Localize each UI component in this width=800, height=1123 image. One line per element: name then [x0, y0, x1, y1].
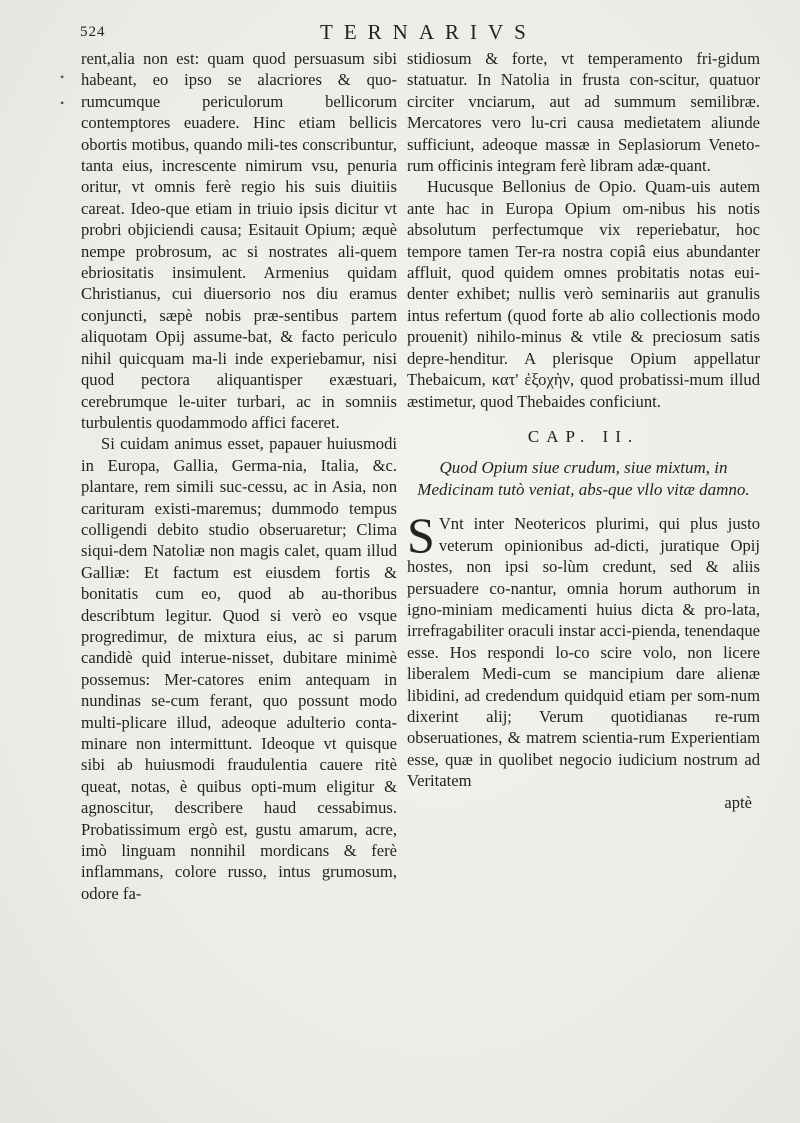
running-head: [80, 20, 770, 48]
paragraph: [407, 507, 760, 791]
margin-mark: •: [60, 96, 65, 110]
catchword: aptè: [724, 792, 752, 812]
page-number: 524: [80, 24, 106, 40]
right-column: [407, 48, 760, 813]
paragraph: rent,alia non est: quam quod persuasum sibi habeant, eo ipso se alacriores & quo-rumcumque periculorum bellicorum contemptores euadere. Hinc etiam bellicis obortis motibus, quando mili-tes conscribuntur, tanta eius, increscente nimirum vsu, penuria oritur, vt omnis ferè regio his suis diuitiis careat. Ideo-que etiam in triuio ipsis dicitur vt probri objiciendi causa; Esitauit Opium; æquè nempe probrosum, ac si nostrates ali-quem ebriositatis insimulent. Armenius quidam Christianus, cui diuersorio nos diu eramus conjuncti, sæpè nobis præ-sentibus partem aliquotam Opij assume-bat, & facto periculo nihil quicquam ma-li inde experiebamur, nisi quod pectora aliquantisper exæstuari, cerebrumque le-uiter turbari, ac in somniis turbulentis quodammodo affici faceret.: [81, 49, 397, 432]
chapter-title: Quod Opium siue crudum, siue mixtum, in Medicinam tutò veniat, abs-que vllo vitæ damno.: [417, 458, 750, 500]
drop-capital: S: [407, 507, 435, 564]
chapter-heading: CAP. II.: [527, 426, 640, 446]
paragraph: Si cuidam animus esset, papauer huiusmodi in Europa, Gallia, Germa-nia, Italia, &c. plantare, rem simili suc-cessu, ac in Asia, non carituram existi-maremus; dummodo tempus colligendi debito studio obseruaretur; Clima siqui-dem Natoliæ non magis calet, quam illud Galliæ: Et factum est eiusdem fortis & bonitatis cum eo, quod ab au-thoribus describtum legitur. Quod si verò eo vsque progredimur, de mixtura eius, ac si parum candidè quid interue-nisset, dubitare minimè possemus: Mer-catores enim antequam in nundinas se-cum ferant, quo possunt modo multi-plicare illud, adeoque adulterio conta-minare non intermittunt. Ideoque vt quisque sibi ab huiusmodi fraudulentia cauere ritè queat, notas, è quibus opti-mum eligitur & agnoscitur, describere haud cessabimus. Probatissimum ergò est, gustu amarum, acre, imò linguam nonnihil mordicans & ferè inflammans, colore russo, intus grumosum, odore fa-: [81, 434, 397, 903]
margin-mark: •: [60, 70, 65, 84]
paragraph-text: Vnt inter Neotericos plurimi, qui plus justo veterum opinionibus ad-dicti, juratique Opij hostes, non ipsi so-lùm credunt, sed & aliis persuadere co-nantur, omnia horum authorum in igno-miniam medicamenti huius dicta & pro-lata, irrefragabiliter oraculi instar acci-pienda, tenendaque esse. Hos respondi lo-co scire volo, non licere liberalem Medi-cum se mancipium dare alienæ libidini, ad credendum quidquid etiam per som-num dixerint alij; Verum quotidianas re-rum obseruationes, & matrem scientia-rum Experientiam esse, quæ in quolibet negocio iudicium nostrum ad Veritatem: [407, 514, 760, 791]
paragraph: Hucusque Bellonius de Opio. Quam-uis autem ante hac in Europa Opium om-nibus his notis absolutum perfectumque vix reperiebatur, hoc tempore tamen Ter-ra nostra copiâ eius abundanter affluit, quod quidem omnes probitatis notas eui-denter exhibet; nullis verò seminariis aut granulis intus refertum (quod forte ab alio collectionis modo prouenit) nihilo-minus & vtile & preciosum satis depre-henditur. A plerisque Opium appellatur Thebaicum, κατ' ἐξοχὴν, quod probatissi-mum illud æstimetur, quod Thebaides conficiunt.: [407, 177, 760, 411]
running-title: TERNARIVS: [320, 20, 537, 44]
paragraph: stidiosum & forte, vt temperamento fri-gidum statuatur. In Natolia in frusta con-scitur, quatuor circiter vnciarum, aut ad summum semilibræ. Mercatores vero lu-cri causa medietatem aliunde sufficiunt, adeoque massæ in Seplasiorum Veneto-rum officinis integram ferè libram adæ-quant.: [407, 49, 760, 176]
left-column: [81, 48, 397, 904]
